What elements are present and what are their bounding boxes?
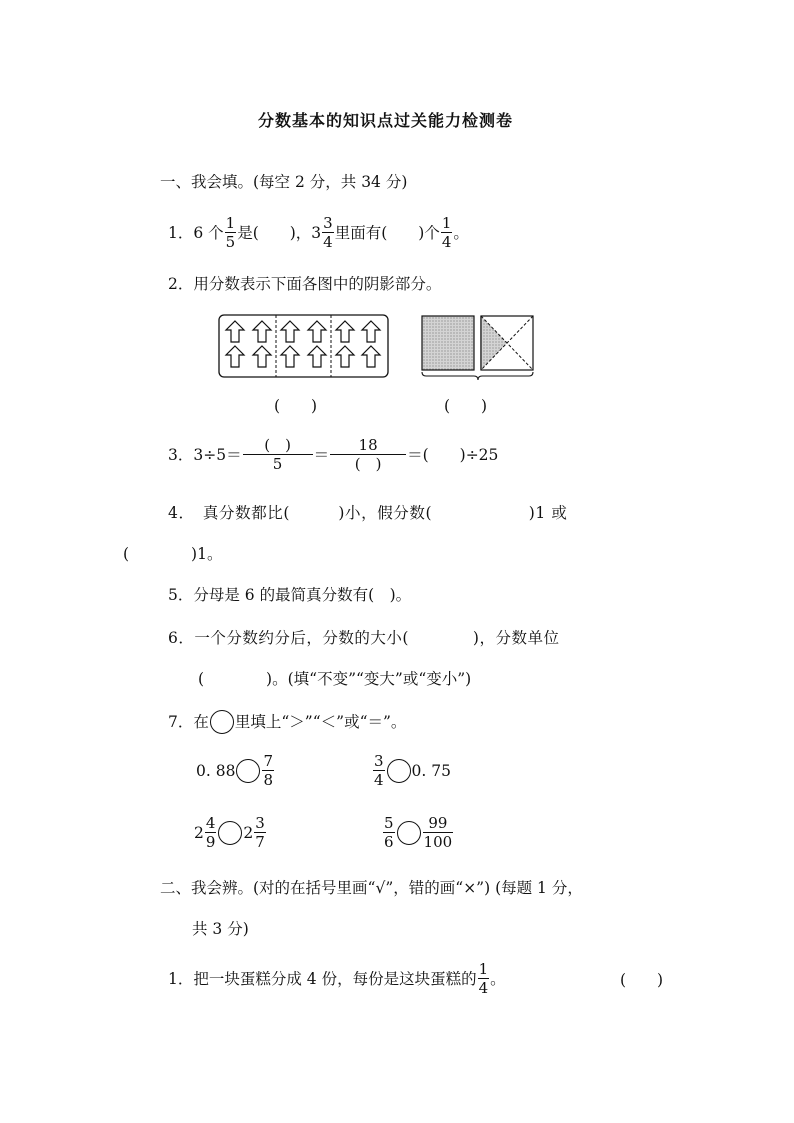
compare-item-c xyxy=(194,814,267,851)
compare-circle-input[interactable] xyxy=(236,759,260,783)
judge-q1-tail: 。 xyxy=(490,969,506,988)
fraction-denominator: 7 xyxy=(255,833,265,851)
fraction-one-fifth xyxy=(225,214,237,251)
up-arrow-icon xyxy=(226,346,244,367)
fraction-blank-over-5 xyxy=(243,436,313,473)
compare-right-value: 0. 75 xyxy=(411,761,451,780)
compare-circle-input[interactable] xyxy=(218,821,242,845)
question-7 xyxy=(168,710,406,734)
section2-heading-line-2: 共 3 分) xyxy=(192,920,249,938)
q3-equals: ＝ xyxy=(313,445,330,464)
fraction-numerator[interactable]: ( ) xyxy=(264,436,291,454)
fraction-denominator: 5 xyxy=(272,455,283,473)
fraction-five-sixths xyxy=(383,814,395,851)
answer-blank-figure-1[interactable]: ( ) xyxy=(274,397,318,415)
compare-item-b xyxy=(372,752,451,789)
compare-circle-input[interactable] xyxy=(387,759,411,783)
fraction-four-ninths xyxy=(205,814,217,851)
fraction-denominator: 4 xyxy=(441,233,452,251)
fraction-denominator: 4 xyxy=(374,771,384,789)
judge-q1-text: 1．把一块蛋糕分成 4 份，每份是这块蛋糕的 xyxy=(168,969,477,988)
fraction-denominator: 5 xyxy=(225,233,236,251)
fraction-numerator: 3 xyxy=(255,814,265,832)
fraction-three-quarters xyxy=(322,214,334,251)
fraction-one-quarter xyxy=(441,214,453,251)
up-arrow-icon xyxy=(308,321,326,342)
fraction-seven-eighths xyxy=(262,752,274,789)
up-arrow-icon xyxy=(253,346,271,367)
compare-item-a xyxy=(196,752,275,789)
fraction-numerator: 18 xyxy=(358,436,378,454)
question-4-line-1: 4． 真分数都比( )小，假分数( )1 或 xyxy=(168,504,568,522)
fraction-numerator: 5 xyxy=(384,814,394,832)
up-arrow-icon xyxy=(362,346,380,367)
q1-text-2: 里面有( )个 xyxy=(334,223,440,242)
fraction-one-quarter xyxy=(478,960,490,997)
mixed-whole: 2 xyxy=(243,823,254,842)
q1-text-1: 是( )，3 xyxy=(237,223,322,242)
q1-text-3: 。 xyxy=(453,223,469,242)
q7-suffix: 里填上“＞”“＜”或“＝”。 xyxy=(234,713,407,731)
question-6-line-2: ( )。(填“不变”“变大”或“变小”) xyxy=(198,670,472,688)
section2-heading-line-1: 二、我会辨。(对的在括号里画“√”，错的画“×”) (每题 1 分， xyxy=(160,879,583,897)
fraction-denominator: 4 xyxy=(478,979,489,997)
arrows-figure xyxy=(218,314,390,380)
up-arrow-icon xyxy=(281,346,299,367)
up-arrow-icon xyxy=(336,321,354,342)
fraction-99-over-100 xyxy=(423,814,454,851)
fraction-numerator: 1 xyxy=(225,214,236,232)
page-title: 分数基本的知识点过关能力检测卷 xyxy=(258,111,514,130)
up-arrow-icon xyxy=(281,321,299,342)
judge-question-1 xyxy=(168,960,506,997)
question-1 xyxy=(168,214,469,251)
fraction-denominator[interactable]: ( ) xyxy=(354,455,382,473)
compare-circle-icon xyxy=(210,710,234,734)
q7-prefix: 7．在 xyxy=(168,713,209,731)
up-arrow-icon xyxy=(253,321,271,342)
mixed-whole: 2 xyxy=(194,823,204,842)
up-arrow-icon xyxy=(336,346,354,367)
judge-answer-blank[interactable]: ( ) xyxy=(620,971,664,989)
section1-heading: 一、我会填。(每空 2 分，共 34 分) xyxy=(160,173,408,191)
compare-left-value: 0. 88 xyxy=(196,761,236,780)
fraction-numerator: 1 xyxy=(478,960,489,978)
compare-circle-input[interactable] xyxy=(397,821,421,845)
answer-blank-figure-2[interactable]: ( ) xyxy=(444,397,488,415)
fraction-numerator: 4 xyxy=(205,814,216,832)
fraction-denominator: 9 xyxy=(205,833,216,851)
shaded-square xyxy=(422,316,474,370)
question-4-line-2: ( )1。 xyxy=(123,545,223,563)
fraction-three-quarters xyxy=(373,752,385,789)
fraction-numerator: 3 xyxy=(323,214,333,232)
fraction-denominator: 100 xyxy=(423,833,453,851)
fraction-numerator: 1 xyxy=(441,214,452,232)
fraction-numerator: 7 xyxy=(263,752,273,770)
compare-item-d xyxy=(382,814,454,851)
brace-icon xyxy=(422,372,533,380)
fraction-three-sevenths xyxy=(254,814,266,851)
fraction-numerator: 99 xyxy=(428,814,448,832)
question-6-line-1: 6．一个分数约分后，分数的大小( )，分数单位 xyxy=(168,629,560,647)
q1-number: 1．6 个 xyxy=(168,223,224,242)
fraction-numerator: 3 xyxy=(374,752,384,770)
up-arrow-icon xyxy=(226,321,244,342)
fraction-denominator: 4 xyxy=(323,233,333,251)
q3-tail: ＝( )÷25 xyxy=(407,445,499,464)
up-arrow-icon xyxy=(362,321,380,342)
shaded-triangle xyxy=(481,316,507,370)
question-5: 5．分母是 6 的最简真分数有( )。 xyxy=(168,586,412,604)
fraction-18-over-blank xyxy=(330,436,406,473)
fraction-denominator: 6 xyxy=(384,833,394,851)
fraction-denominator: 8 xyxy=(263,771,273,789)
squares-figure xyxy=(420,314,536,384)
q3-number: 3．3÷5＝ xyxy=(168,445,242,464)
question-3 xyxy=(168,436,498,473)
up-arrow-icon xyxy=(308,346,326,367)
question-2: 2．用分数表示下面各图中的阴影部分。 xyxy=(168,275,442,293)
